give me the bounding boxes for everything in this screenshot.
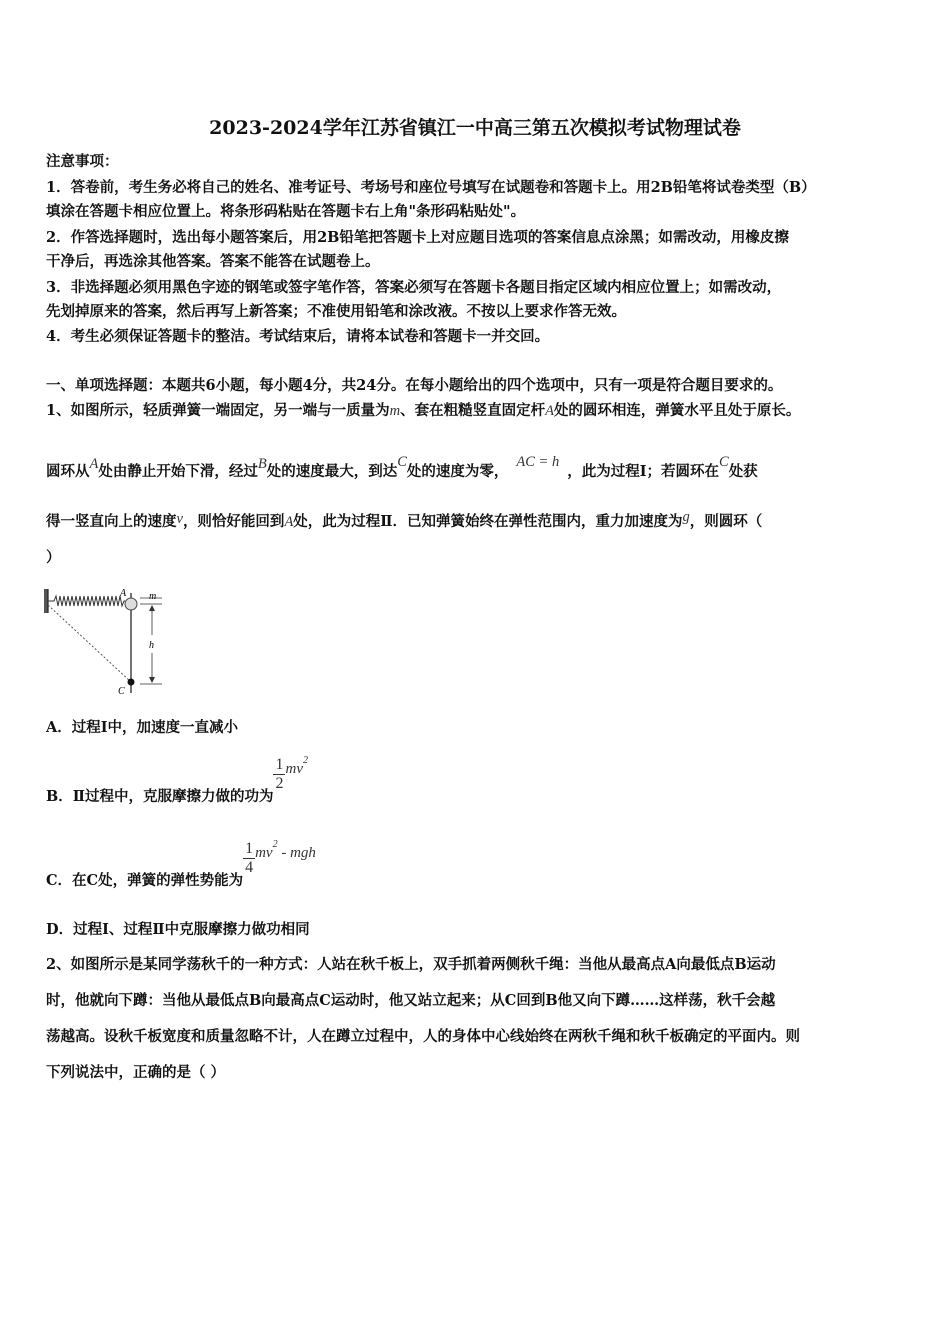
question-2-line: 下列说法中，正确的是（ ） xyxy=(46,1064,226,1081)
question-1-line-4: ） xyxy=(46,549,61,566)
label-m: m xyxy=(149,591,157,602)
notice-line: 2．作答选择题时，选出每小题答案后，用2B铅笔把答题卡上对应题目选项的答案信息点涂黑；如需改动，用橡皮擦 xyxy=(46,229,789,246)
notice-line: 填涂在答题卡相应位置上。将条形码粘贴在答题卡右上角"条形码粘贴处"。 xyxy=(46,203,526,220)
question-2-line: 荡越高。设秋千板宽度和质量忽略不计，人在蹲立过程中，人的身体中心线始终在两秋千绳和秋千板确定的平面内。则 xyxy=(46,1028,800,1045)
option-d: D．过程Ⅰ、过程Ⅱ中克服摩擦力做功相同 xyxy=(46,921,310,938)
question-1-line-1: 1、如图所示，轻质弹簧一端固定，另一端与一质量为m、套在粗糙竖直固定杆A处的圆环相连，弹簧水平且处于原长。 xyxy=(46,402,801,419)
question-2-line: 时，他就向下蹲：当他从最低点B向最高点C运动时，他又站立起来；从C回到B他又向下蹲……这样荡，秋千会越 xyxy=(46,992,776,1009)
question-2-line: 2、如图所示是某同学荡秋千的一种方式：人站在秋千板上，双手抓着两侧秋千绳：当他从最高点A向最低点B运动 xyxy=(46,956,776,973)
notice-line: 1．答卷前，考生务必将自己的姓名、准考证号、考场号和座位号填写在试题卷和答题卡上。用2B铅笔将试卷类型（B） xyxy=(46,179,816,196)
notice-line: 干净后，再选涂其他答案。答案不能答在试题卷上。 xyxy=(46,253,380,270)
notice-line: 先划掉原来的答案，然后再写上新答案；不准使用铅笔和涂改液。不按以上要求作答无效。 xyxy=(46,303,626,320)
page-title: 2023-2024学年江苏省镇江一中高三第五次模拟考试物理试卷 xyxy=(209,117,741,139)
spring-ring-figure xyxy=(40,585,175,700)
notice-heading: 注意事项： xyxy=(46,153,119,170)
spring xyxy=(48,596,125,606)
notice-line: 3．非选择题必须用黑色字迹的钢笔或签字笔作答，答案必须写在答题卡各题目指定区域内相应位置上；如需改动， xyxy=(46,279,782,296)
question-1-line-2: 圆环从A处由静止开始下滑，经过B处的速度最大，到达C处的速度为零，AC = h，此为过程Ⅰ；若圆环在C处获 xyxy=(46,454,758,480)
question-1-line-3: 得一竖直向上的速度v，则恰好能回到A处，此为过程Ⅱ．已知弹簧始终在弹性范围内，重力加速度为g，则圆环（ xyxy=(46,509,763,530)
ring-at-c xyxy=(128,679,135,686)
option-b: B．Ⅱ过程中，克服摩擦力做的功为 $\frac{1}{2}$ $mv^2$ xyxy=(46,754,308,805)
label-h: h xyxy=(149,640,154,651)
label-c: C xyxy=(118,686,125,697)
notice-line: 4．考生必须保证答题卡的整洁。考试结束后，请将本试卷和答题卡一并交回。 xyxy=(46,328,550,345)
ring-at-a xyxy=(125,598,137,610)
option-c: C．在C处，弹簧的弹性势能为 $\frac{1}{4}$ $mv^2$ - mgh xyxy=(46,838,316,889)
label-a: A xyxy=(120,588,127,599)
option-a: A．过程Ⅰ中，加速度一直减小 xyxy=(46,719,239,736)
dotted-spring-path xyxy=(48,605,131,682)
section-heading: 一、单项选择题：本题共6小题，每小题4分，共24分。在每小题给出的四个选项中，只有一项是符合题目要求的。 xyxy=(46,377,783,394)
